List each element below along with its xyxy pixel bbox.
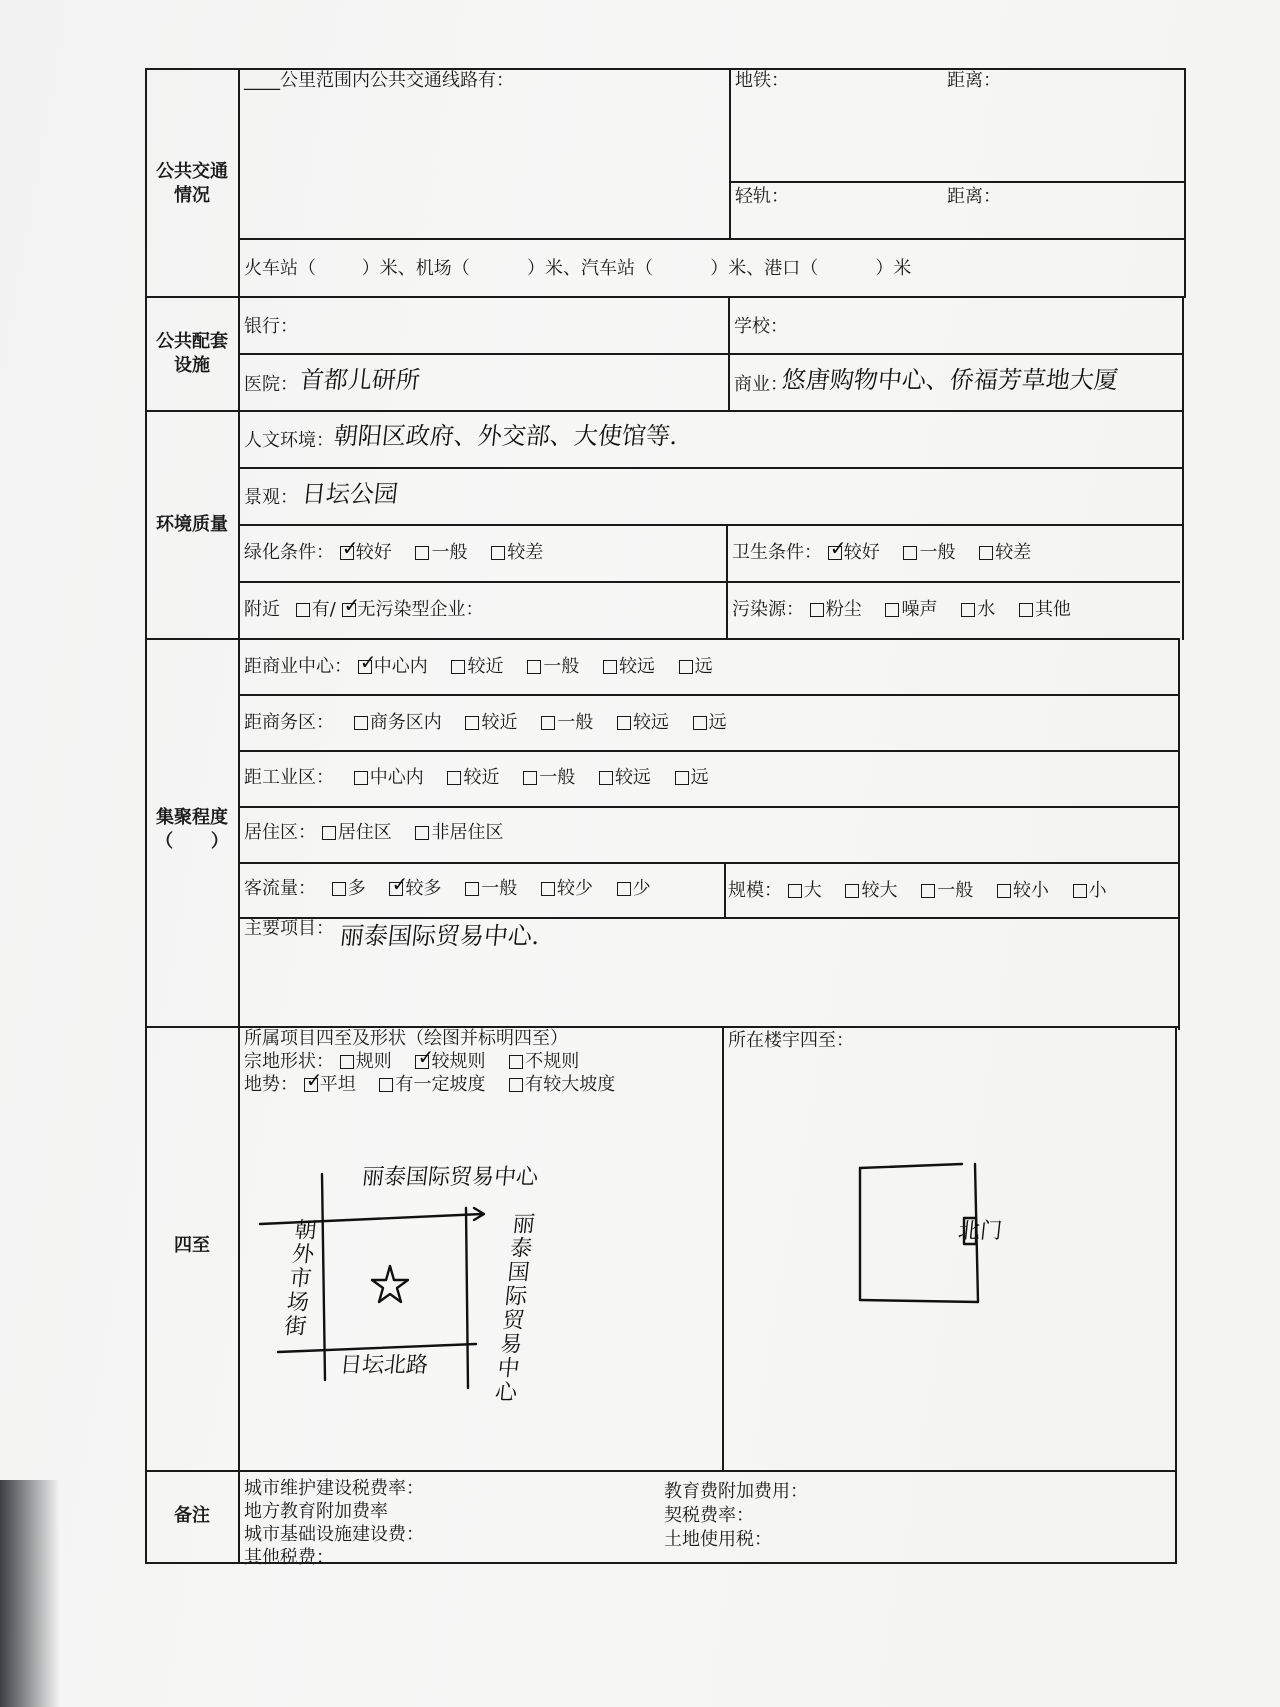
checkbox-icon[interactable]	[617, 716, 631, 730]
checkbox-icon[interactable]	[541, 882, 555, 896]
scale-option-average[interactable]: 一般	[921, 880, 973, 901]
section-notes: 备注	[174, 1505, 210, 1526]
cc-option-average[interactable]: 一般	[527, 656, 579, 677]
bd-option-average[interactable]: 一般	[541, 712, 593, 733]
ind-option-near[interactable]: 较近	[447, 767, 499, 788]
checkbox-icon[interactable]	[354, 771, 368, 785]
agg-sep-5	[238, 917, 1178, 919]
residential-label: 居住区：	[244, 822, 316, 843]
checkbox-icon[interactable]	[415, 546, 429, 560]
infrastructure-fee: 城市基础设施建设费：	[244, 1524, 424, 1545]
checkbox-icon[interactable]	[788, 884, 802, 898]
env-sep-2	[238, 524, 1182, 526]
other-taxes: 其他税费：	[244, 1547, 334, 1568]
culture-label: 人文环境：	[244, 430, 334, 451]
terrain-option-flat[interactable]: ✓ 平坦	[304, 1074, 356, 1095]
traffic-option-fairly-few[interactable]: 较少	[541, 878, 593, 899]
landscape-label: 景观：	[244, 487, 298, 508]
sep-boundaries	[145, 1470, 1175, 1472]
traffic-label: 客流量：	[244, 878, 316, 899]
agg-sep-1	[238, 694, 1178, 696]
section-facilities: 公共配套 设施	[156, 331, 228, 376]
greening-option-average[interactable]: 一般	[415, 542, 467, 563]
building-line-top	[860, 1164, 962, 1168]
checkbox-icon[interactable]	[415, 826, 429, 840]
traffic-row	[244, 878, 669, 900]
nearby-option-non-polluting[interactable]: ✓ 无污染型企业：	[342, 599, 484, 620]
checkbox-icon[interactable]	[541, 716, 555, 730]
checkbox-checked-icon[interactable]	[828, 546, 842, 560]
ind-option-average[interactable]: 一般	[523, 767, 575, 788]
checkbox-icon[interactable]	[465, 882, 479, 896]
greening-option-good[interactable]: ✓ 较好	[340, 542, 392, 563]
transport-lines-label: ____公里范围内公共交通线路有：	[244, 70, 514, 91]
building-line-bottom	[860, 1300, 978, 1302]
bank-label: 银行：	[244, 316, 298, 337]
checkbox-icon[interactable]	[885, 603, 899, 617]
checkbox-checked-icon[interactable]	[389, 882, 403, 896]
terrain-option-slight-slope[interactable]: 有一定坡度	[379, 1074, 485, 1095]
checkbox-icon[interactable]	[961, 603, 975, 617]
greening-label: 绿化条件：	[244, 542, 334, 563]
transport-radius-blank[interactable]: ____	[244, 70, 280, 91]
frame-right-1	[1184, 68, 1186, 298]
traffic-option-few[interactable]: 少	[617, 878, 651, 899]
checkbox-icon[interactable]	[322, 826, 336, 840]
shape-row	[244, 1051, 597, 1073]
cc-option-very-far[interactable]: 远	[679, 656, 713, 677]
greening-row	[244, 542, 561, 564]
commercial-center-row	[244, 656, 731, 678]
res-option-residential[interactable]: 居住区	[322, 822, 392, 843]
pollution-option-other[interactable]: 其他	[1019, 599, 1071, 620]
terrain-label: 地势：	[244, 1074, 298, 1095]
bd-option-inside[interactable]: 商务区内	[354, 712, 442, 733]
sketch-line-bottom	[278, 1344, 476, 1352]
transport-subway-sep	[729, 181, 1184, 183]
facilities-sep	[238, 353, 1182, 355]
checkbox-icon[interactable]	[354, 716, 368, 730]
frame-right-2	[1182, 296, 1184, 640]
land-use-tax: 土地使用税：	[664, 1529, 772, 1550]
light-rail-label: 轻轨：	[735, 186, 789, 207]
traffic-option-fairly-many[interactable]: ✓ 较多	[389, 878, 441, 899]
hygiene-option-poor[interactable]: 较差	[979, 542, 1031, 563]
sketch-line-right	[466, 1208, 468, 1388]
local-education-rate: 地方教育附加费率	[244, 1501, 388, 1522]
pollution-label: 污染源：	[732, 599, 804, 620]
agg-vdiv	[724, 862, 726, 918]
culture-value[interactable]: 朝阳区政府、外交部、大使馆等.	[332, 422, 680, 450]
res-option-non-residential[interactable]: 非居住区	[415, 822, 503, 843]
checkbox-icon[interactable]	[845, 884, 859, 898]
checkbox-icon[interactable]	[491, 546, 505, 560]
project-boundaries-title: 所属项目四至及形状（绘图并标明四至）	[244, 1028, 568, 1049]
shape-option-irregular[interactable]: 不规则	[509, 1051, 579, 1072]
checkbox-icon[interactable]	[509, 1055, 523, 1069]
greening-option-poor[interactable]: 较差	[491, 542, 543, 563]
business-district-label: 距商务区：	[244, 712, 334, 733]
section-environment: 环境质量	[156, 514, 228, 535]
checkbox-icon[interactable]	[296, 603, 310, 617]
sketch-label-west: 朝外市场街	[279, 1218, 318, 1338]
nearby-option-yes[interactable]: 有/	[296, 599, 336, 620]
terrain-row	[244, 1074, 633, 1096]
residential-row	[244, 822, 521, 844]
scale-option-fairly-small[interactable]: 较小	[997, 880, 1049, 901]
shape-option-regular[interactable]: 规则	[340, 1051, 392, 1072]
scale-option-large[interactable]: 大	[788, 880, 822, 901]
shape-label: 宗地形状：	[244, 1051, 334, 1072]
cc-option-near[interactable]: 较近	[451, 656, 503, 677]
landscape-value[interactable]: 日坛公园	[300, 480, 400, 508]
env-vdiv	[726, 524, 728, 638]
main-projects-value[interactable]: 丽泰国际贸易中心.	[338, 922, 542, 950]
sep-environment	[145, 638, 1180, 640]
checkbox-icon[interactable]	[509, 1078, 523, 1092]
section-transport: 公共交通 情况	[156, 161, 228, 206]
checkbox-icon[interactable]	[447, 771, 461, 785]
checkbox-icon[interactable]	[465, 716, 479, 730]
terrain-option-steep-slope[interactable]: 有较大坡度	[509, 1074, 615, 1095]
checkbox-checked-icon[interactable]	[340, 546, 354, 560]
hygiene-row	[732, 542, 1049, 564]
scale-option-small[interactable]: 小	[1073, 880, 1107, 901]
checkbox-checked-icon[interactable]	[415, 1055, 429, 1069]
section-boundaries: 四至	[174, 1235, 210, 1256]
scale-row	[728, 880, 1125, 902]
bd-option-far[interactable]: 较远	[617, 712, 669, 733]
sep-transport	[145, 296, 1184, 298]
subway-label: 地铁：	[735, 70, 789, 91]
stations-distance-line: 火车站（ ）米、机场（ ）米、汽车站（ ）米、港口（ ）米	[244, 258, 912, 279]
checkbox-icon[interactable]	[921, 884, 935, 898]
sketch-label-door: 北门	[956, 1219, 1004, 1244]
hygiene-option-average[interactable]: 一般	[903, 542, 955, 563]
cc-option-inside[interactable]: ✓ 中心内	[358, 656, 428, 677]
checkbox-icon[interactable]	[693, 716, 707, 730]
checkbox-icon[interactable]	[979, 546, 993, 560]
industrial-row	[244, 767, 727, 789]
env-sep-3	[238, 581, 1180, 583]
ind-option-inside[interactable]: 中心内	[354, 767, 424, 788]
checkbox-icon[interactable]	[527, 660, 541, 674]
ind-option-far[interactable]: 较远	[599, 767, 651, 788]
scale-option-fairly-large[interactable]: 较大	[845, 880, 897, 901]
hygiene-label: 卫生条件：	[732, 542, 822, 563]
checkbox-icon[interactable]	[997, 884, 1011, 898]
light-rail-distance-label: 距离：	[947, 186, 1001, 207]
sep-facilities	[145, 410, 1184, 412]
subway-distance-label: 距离：	[947, 70, 1001, 91]
checkbox-icon[interactable]	[599, 771, 613, 785]
hospital-label: 医院：	[244, 374, 298, 395]
pollution-option-water[interactable]: 水	[961, 599, 995, 620]
bd-option-near[interactable]: 较近	[465, 712, 517, 733]
urban-maintenance-tax: 城市维护建设税费率：	[244, 1478, 424, 1499]
star-marker-icon	[372, 1266, 408, 1302]
checkbox-icon[interactable]	[340, 1055, 354, 1069]
pollution-option-dust[interactable]: 粉尘	[810, 599, 862, 620]
checkbox-icon[interactable]	[679, 660, 693, 674]
shape-option-fairly-regular[interactable]: ✓ 较规则	[415, 1051, 485, 1072]
ind-option-very-far[interactable]: 远	[675, 767, 709, 788]
checkbox-icon[interactable]	[1073, 884, 1087, 898]
boundaries-vdiv	[722, 1026, 724, 1470]
commerce-label: 商业：	[734, 374, 788, 395]
industrial-label: 距工业区：	[244, 767, 334, 788]
cc-option-far[interactable]: 较远	[603, 656, 655, 677]
transport-stations-sep	[238, 238, 1184, 240]
sketch-label-north: 丽泰国际贸易中心	[360, 1165, 540, 1190]
building-boundaries-title: 所在楼宇四至：	[728, 1030, 854, 1051]
column-divider	[238, 68, 240, 1564]
checkbox-icon[interactable]	[603, 660, 617, 674]
frame-right-3	[1178, 638, 1180, 1030]
checkbox-checked-icon[interactable]	[358, 660, 372, 674]
section-agglomeration: 集聚程度 （ ）	[155, 807, 229, 852]
agg-sep-2	[238, 750, 1178, 752]
checkbox-icon[interactable]	[523, 771, 537, 785]
education-surcharge: 教育费附加费用：	[664, 1481, 808, 1502]
commercial-center-label: 距商业中心：	[244, 656, 352, 677]
checkbox-icon[interactable]	[332, 882, 346, 896]
agg-sep-3	[238, 806, 1178, 808]
hospital-value[interactable]: 首都儿研所	[298, 366, 422, 394]
business-district-row	[244, 712, 745, 734]
traffic-option-average[interactable]: 一般	[465, 878, 517, 899]
main-projects-label: 主要项目：	[244, 918, 334, 939]
checkbox-icon[interactable]	[617, 882, 631, 896]
traffic-option-many[interactable]: 多	[332, 878, 366, 899]
checkbox-checked-icon[interactable]	[304, 1078, 318, 1092]
checkbox-icon[interactable]	[1019, 603, 1033, 617]
checkbox-icon[interactable]	[451, 660, 465, 674]
pollution-option-noise[interactable]: 噪声	[885, 599, 937, 620]
checkbox-icon[interactable]	[903, 546, 917, 560]
checkbox-checked-icon[interactable]	[342, 603, 356, 617]
frame-right-4	[1175, 1028, 1177, 1564]
pollution-row	[732, 599, 1089, 621]
school-label: 学校：	[734, 316, 788, 337]
commerce-value[interactable]: 悠唐购物中心、侨福芳草地大厦	[780, 366, 1120, 394]
agg-sep-4	[238, 862, 1178, 864]
hygiene-option-good[interactable]: ✓ 较好	[828, 542, 880, 563]
transport-vdiv	[729, 68, 731, 240]
nearby-row	[244, 599, 484, 621]
sketch-label-east: 丽泰国际贸易中心	[490, 1212, 536, 1404]
deed-tax-rate: 契税费率：	[664, 1505, 754, 1526]
env-sep-1	[238, 467, 1182, 469]
checkbox-icon[interactable]	[675, 771, 689, 785]
sketch-label-south: 日坛北路	[338, 1353, 430, 1378]
nearby-label: 附近	[244, 599, 280, 620]
scale-label: 规模：	[728, 880, 782, 901]
checkbox-icon[interactable]	[379, 1078, 393, 1092]
bd-option-very-far[interactable]: 远	[693, 712, 727, 733]
checkbox-icon[interactable]	[810, 603, 824, 617]
